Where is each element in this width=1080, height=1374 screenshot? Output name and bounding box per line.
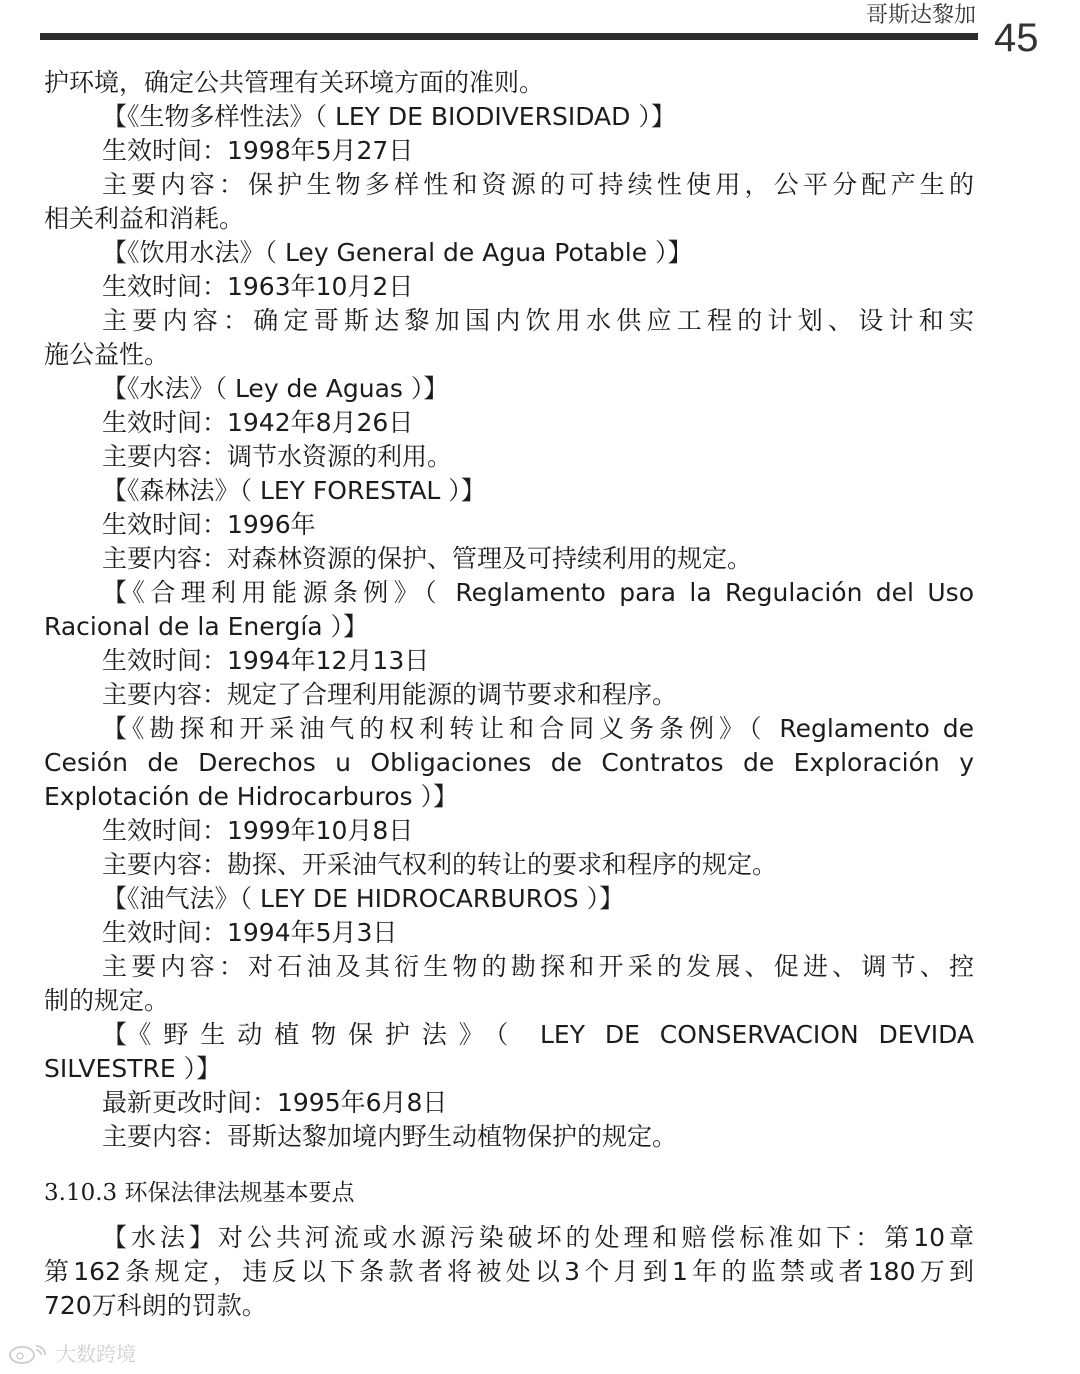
section-paragraph — [44, 1221, 974, 1323]
law-title-line: 【《合理利用能源条例》（ Reglamento para la Regulación del Uso — [102, 578, 974, 607]
law-content-line: 主要内容：哥斯达黎加境内野生动植物保护的规定。 — [102, 1122, 678, 1151]
law-title-line: Cesión de Derechos u Obligaciones de Contratos de Exploración y — [44, 748, 974, 777]
law-entry — [44, 882, 974, 1018]
law-effective-date: 生效时间：1994年5月3日 — [102, 918, 398, 947]
law-effective-date: 生效时间：1996年 — [102, 510, 316, 539]
law-content-line: 主要内容：勘探、开采油气权利的转让的要求和程序的规定。 — [102, 850, 778, 879]
law-title-line: 【《油气法》（ LEY DE HIDROCARBUROS ）】 — [102, 884, 625, 913]
law-effective-date: 生效时间：1998年5月27日 — [102, 136, 414, 165]
law-content-line: 相关利益和消耗。 — [44, 204, 245, 233]
section-3-10-3 — [44, 1174, 974, 1323]
paragraph-line: 第162条规定，违反以下条款者将被处以3个月到1年的监禁或者180万到 — [44, 1257, 974, 1286]
law-effective-date: 最新更改时间：1995年6月8日 — [102, 1088, 448, 1117]
law-entry — [44, 1018, 974, 1154]
section-heading: 3.10.3 环保法律法规基本要点 — [44, 1180, 355, 1206]
law-entry — [44, 712, 974, 882]
law-title-line: 【《勘探和开采油气的权利转让和合同义务条例》（ Reglamento de — [102, 714, 974, 743]
law-title-line: 【《野生动植物保护法》（ LEY DE CONSERVACION DEVIDA — [102, 1020, 974, 1049]
law-entry — [44, 576, 974, 712]
law-effective-date: 生效时间：1999年10月8日 — [102, 816, 414, 845]
law-list — [44, 100, 974, 1154]
law-title-line: 【《森林法》（ LEY FORESTAL ）】 — [102, 476, 486, 505]
law-effective-date: 生效时间：1963年10月2日 — [102, 272, 414, 301]
law-title-line: 【《饮用水法》（ Ley General de Agua Potable ）】 — [102, 238, 693, 267]
law-entry — [44, 100, 974, 236]
law-title-line: 【《生物多样性法》（ LEY DE BIODIVERSIDAD ）】 — [102, 102, 676, 131]
law-content-line: 主要内容：确定哥斯达黎加国内饮用水供应工程的计划、设计和实 — [102, 306, 974, 335]
law-effective-date: 生效时间：1942年8月26日 — [102, 408, 414, 437]
page-number: 45 — [994, 16, 1039, 60]
watermark — [8, 1338, 136, 1367]
weibo-logo-icon — [8, 1342, 50, 1364]
law-effective-date: 生效时间：1994年12月13日 — [102, 646, 430, 675]
watermark-text: 大数跨境 — [56, 1342, 136, 1366]
law-entry — [44, 236, 974, 372]
paragraph-line: 【水法】对公共河流或水源污染破坏的处理和赔偿标准如下：第10章 — [102, 1223, 974, 1252]
law-title-line: 【《水法》（ Ley de Aguas ）】 — [102, 374, 449, 403]
law-title-line: Racional de la Energía ）】 — [44, 612, 369, 641]
running-header-title: 哥斯达黎加 — [865, 3, 976, 28]
law-content-line: 主要内容：对石油及其衍生物的勘探和开采的发展、促进、调节、控 — [102, 952, 974, 981]
law-content-line: 制的规定。 — [44, 986, 170, 1015]
law-title-line: SILVESTRE ）】 — [44, 1054, 222, 1083]
law-content-line: 施公益性。 — [44, 340, 170, 369]
law-content-line: 主要内容：对森林资源的保护、管理及可持续利用的规定。 — [102, 544, 753, 573]
paragraph-line: 720万科朗的罚款。 — [44, 1291, 267, 1320]
law-entry — [44, 372, 974, 474]
law-entry — [44, 474, 974, 576]
page-body — [44, 66, 974, 1323]
header-rule — [40, 33, 978, 40]
law-content-line: 主要内容：保护生物多样性和资源的可持续性使用，公平分配产生的 — [102, 170, 974, 199]
law-title-line: Explotación de Hidrocarburos ）】 — [44, 782, 458, 811]
intro-line: 护环境，确定公共管理有关环境方面的准则。 — [44, 68, 545, 97]
law-content-line: 主要内容：规定了合理利用能源的调节要求和程序。 — [102, 680, 678, 709]
law-content-line: 主要内容：调节水资源的利用。 — [102, 442, 453, 471]
